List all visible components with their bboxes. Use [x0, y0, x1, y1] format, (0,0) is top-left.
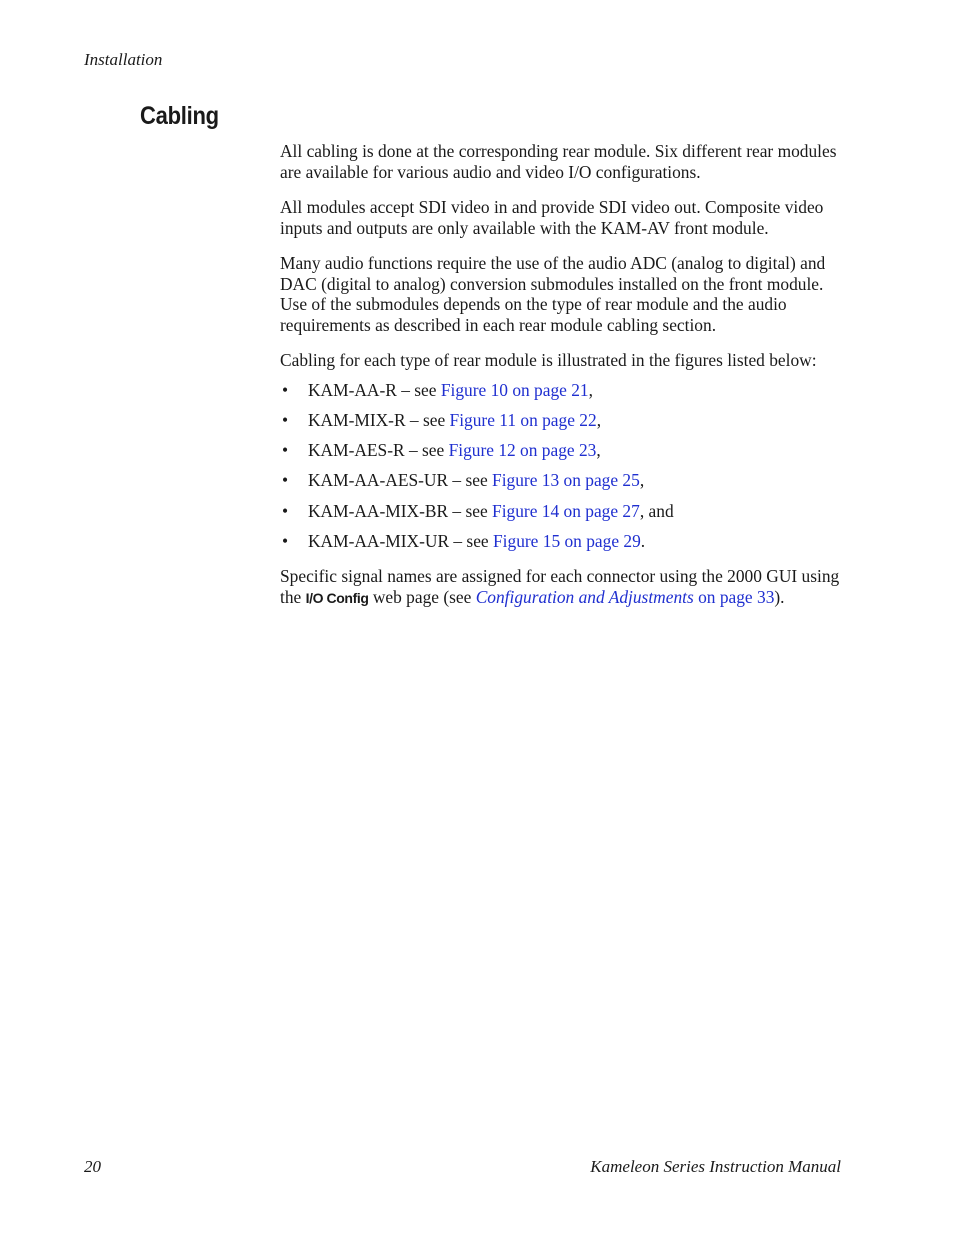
- signal-names-text-3: ).: [774, 586, 785, 607]
- list-item-suffix: ,: [596, 440, 601, 461]
- list-item: [280, 501, 845, 522]
- body-content: [280, 141, 845, 623]
- figure-14-link[interactable]: Figure 14 on page 27: [492, 500, 640, 521]
- rear-module-figure-list: [280, 380, 845, 552]
- list-item: [280, 470, 845, 491]
- bullet-icon: •: [282, 530, 289, 551]
- list-item: [280, 440, 845, 461]
- list-item-suffix: ,: [639, 470, 645, 491]
- list-item-suffix: .: [640, 530, 646, 551]
- list-item: [280, 380, 845, 401]
- list-item-text: KAM-AA-MIX-UR – see: [308, 530, 493, 551]
- list-item: [280, 531, 845, 552]
- section-title: Cabling: [140, 102, 219, 130]
- list-item-suffix: , and: [639, 500, 674, 521]
- list-item-text: KAM-AA-AES-UR – see: [308, 470, 493, 491]
- running-header: Installation: [84, 50, 163, 69]
- paragraph-rear-modules: All cabling is done at the corresponding rear module. Six different rear modules are available for various audio and video I/O configurations.: [280, 141, 837, 182]
- signal-names-text: Specific signal names are assigned for each connector using the 2000 GUI using the: [280, 566, 840, 607]
- figure-15-link[interactable]: Figure 15 on page 29: [493, 530, 641, 551]
- list-item-suffix: ,: [596, 409, 602, 430]
- list-item-suffix: ,: [588, 379, 593, 400]
- configuration-adjustments-link[interactable]: [476, 587, 775, 607]
- bullet-icon: •: [282, 470, 289, 491]
- manual-title: Kameleon Series Instruction Manual: [590, 1157, 841, 1176]
- io-config-ui-term: I/O Config: [305, 589, 369, 606]
- link-page: on page 33: [693, 586, 775, 607]
- link-title: Configuration and Adjustments: [475, 586, 694, 607]
- bullet-icon: •: [282, 409, 289, 430]
- figure-12-link[interactable]: Figure 12 on page 23: [448, 440, 597, 461]
- page-number: 20: [84, 1157, 101, 1176]
- paragraph-sdi-video: All modules accept SDI video in and provide SDI video out. Composite video inputs and outputs are only available with the KAM-AV front module.: [280, 197, 824, 238]
- paragraph-figures-intro: Cabling for each type of rear module is illustrated in the figures listed below:: [280, 350, 817, 370]
- signal-names-text-2: web page (see: [368, 586, 476, 607]
- list-item-text: KAM-MIX-R – see: [308, 409, 450, 430]
- paragraph-audio-functions: Many audio functions require the use of the audio ADC (analog to digital) and DAC (digital to analog) conversion submodules installed on the front module. Use of the submodules depends on the type of rear module and the audio requirements as described in each rear module cabling section.: [280, 253, 826, 335]
- paragraph-signal-names: [280, 566, 845, 608]
- figure-13-link[interactable]: Figure 13 on page 25: [492, 470, 640, 491]
- figure-10-link[interactable]: Figure 10 on page 21: [440, 379, 589, 400]
- bullet-icon: •: [282, 500, 289, 521]
- list-item-text: KAM-AA-MIX-BR – see: [308, 500, 493, 521]
- list-item-text: KAM-AES-R – see: [308, 440, 449, 461]
- list-item: [280, 410, 845, 431]
- bullet-icon: •: [282, 379, 289, 400]
- list-item-text: KAM-AA-R – see: [308, 379, 441, 400]
- figure-11-link[interactable]: Figure 11 on page 22: [449, 409, 597, 430]
- bullet-icon: •: [282, 440, 289, 461]
